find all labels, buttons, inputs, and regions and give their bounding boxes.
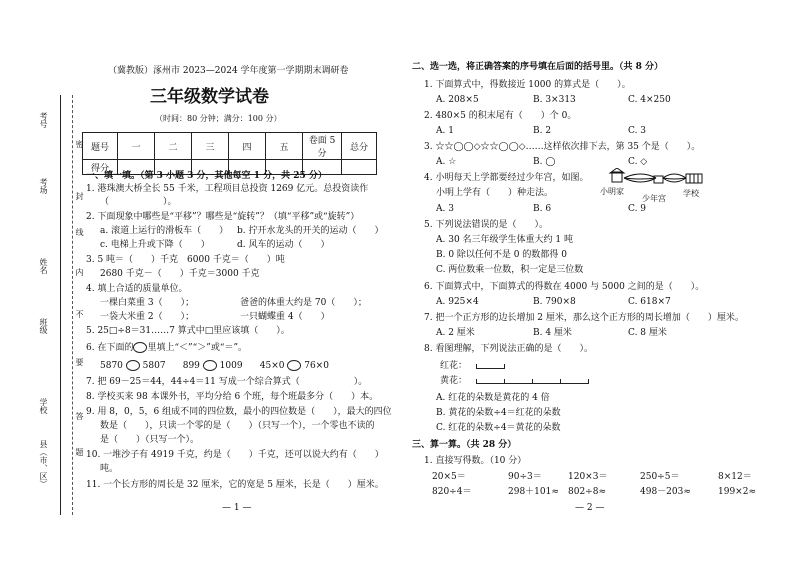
seal-char: 内	[75, 268, 84, 276]
exam-source: （冀教版）涿州市 2023—2024 学年度第一学期期末调研卷	[108, 66, 349, 76]
question-4a: 一棵白菜重 3（ ）；	[100, 298, 195, 308]
compare-item: 1009	[219, 361, 243, 371]
map-label-school: 学校	[683, 189, 699, 198]
question-s2-6: 6. 下面算式中，下面算式的得数在 4000 与 5000 之间的是（ ）。	[424, 282, 705, 292]
option[interactable]: C. ◇	[628, 157, 648, 167]
binding-school: 学校	[39, 398, 48, 414]
calc-item[interactable]: 250÷5＝	[640, 472, 680, 482]
question-10b: 吨。	[100, 464, 119, 474]
question-9: 9. 用 8，0，5，6 组成不同的四位数，最小的四位数是（ ），最大的四位	[86, 407, 392, 417]
bar-tick	[476, 379, 477, 384]
seal-char: 封	[75, 192, 84, 200]
option[interactable]: A. ☆	[436, 157, 457, 167]
question-4c: 一袋大米重 2（ ）；	[100, 312, 195, 322]
question-3: 3. 5 吨＝（ ）千克 6000 千克＝（ ）吨	[86, 255, 285, 265]
question-s3-1: 1. 直接写得数。（10 分）	[424, 456, 527, 466]
score-header: 二	[155, 133, 192, 160]
question-2a: a. 滚道上运行的滑板车（ ）	[100, 226, 229, 236]
option[interactable]: C. 9	[628, 204, 647, 214]
score-header: 四	[229, 133, 266, 160]
option[interactable]: A. 2 厘米	[436, 328, 475, 338]
option[interactable]: A. 3	[436, 204, 454, 214]
compare-blank-icon[interactable]	[203, 360, 217, 371]
question-9c: 是（ ）（只写一个）。	[100, 435, 200, 445]
question-6-items	[100, 360, 329, 372]
score-header: 三	[192, 133, 229, 160]
question-s2-3: 3. ☆☆◯◯◇☆☆◯◯◇……这样依次排下去，第 35 个是（ ）。	[424, 142, 701, 152]
score-cell[interactable]	[342, 160, 377, 175]
red-flower-bar	[476, 368, 504, 369]
question-7: 7. 把 69－25＝44，44÷4＝11 写成一个综合算式（ ）。	[86, 377, 368, 387]
option[interactable]: C. 4×250	[628, 95, 671, 105]
exam-subtitle: （时间：80 分钟；满分：100 分）	[155, 114, 282, 123]
page-number-left: — 1 —	[222, 503, 252, 513]
score-row-label: 得分	[83, 160, 118, 175]
question-10: 10. 一堆沙子有 4919 千克，约是（ ）千克，还可以说大约有（ ）	[86, 450, 384, 460]
bar-tick	[588, 379, 589, 384]
question-4: 4. 填上合适的质量单位。	[86, 284, 188, 294]
question-6	[86, 342, 247, 354]
compare-blank-icon[interactable]	[126, 360, 140, 371]
score-header: 卷面 5 分	[303, 133, 342, 160]
question-11: 11. 一个长方形的周长是 32 厘米，它的宽是 5 厘米，长是（ ）厘米。	[86, 480, 384, 490]
page-number-right: — 2 —	[575, 503, 605, 513]
binding-exam-room: 考场	[39, 178, 48, 194]
binding-name: 姓名	[39, 258, 48, 274]
bar-tick	[476, 364, 477, 369]
option[interactable]: A. 1	[436, 126, 454, 136]
seal-char: 密	[75, 140, 84, 148]
calc-item[interactable]: 20×5＝	[432, 472, 466, 482]
question-s2-5: 5. 下列说法错误的是（ ）。	[424, 220, 548, 230]
option[interactable]: A. 红花的朵数是黄花的 4 倍	[436, 393, 550, 403]
compare-item: 5807	[142, 361, 166, 371]
score-header: 题号	[83, 133, 118, 160]
question-2d: d. 风车的运动（ ）	[237, 240, 330, 250]
oval-blank-icon	[133, 342, 147, 353]
calc-item[interactable]: 120×3＝	[568, 472, 608, 482]
calc-item[interactable]: 298＋101≈	[508, 487, 559, 497]
option[interactable]: B. 2	[533, 126, 552, 136]
option[interactable]: B. 0 除以任何不是 0 的数都得 0	[436, 250, 567, 260]
seal-dashed-line	[72, 95, 73, 515]
option[interactable]: C. 3	[628, 126, 647, 136]
youth-palace-icon	[654, 176, 663, 183]
question-9b: 数是（ ），只读一个零的是（ ）（只写一个），一个零也不读的	[100, 421, 375, 431]
calc-item[interactable]: 820÷4＝	[432, 487, 472, 497]
option[interactable]: C. 618×7	[628, 297, 671, 307]
bar-tick	[504, 364, 505, 369]
bar-tick	[532, 379, 533, 384]
red-flower-label: 红花：	[440, 361, 468, 371]
seal-char: 线	[75, 228, 84, 236]
page-title: 三年级数学试卷	[150, 87, 269, 107]
seal-char: 要	[75, 358, 84, 366]
compare-item: 45×0	[259, 361, 285, 371]
binding-class: 班级	[39, 318, 48, 334]
seal-char: 题	[75, 448, 84, 456]
question-6-text: 6. 在下面的	[86, 343, 134, 353]
question-2c: c. 电梯上升或下降（ ）	[100, 240, 210, 250]
option[interactable]: C. 8 厘米	[628, 328, 667, 338]
calc-item[interactable]: 802÷8≈	[568, 487, 606, 497]
question-5: 5. 25□÷8＝31……7 算式中□里应该填（ ）。	[86, 326, 290, 336]
yellow-flower-label: 黄花：	[440, 376, 468, 386]
calc-item[interactable]: 90÷3＝	[508, 472, 542, 482]
bar-tick	[560, 379, 561, 384]
seal-char: 不	[75, 310, 84, 318]
question-s2-4b: 小明上学有（ ）种走法。	[436, 188, 554, 198]
binding-county: 县（市、区）	[39, 440, 48, 488]
section3-heading: 三、算一算。（共 28 分）	[412, 440, 517, 450]
calc-item[interactable]: 8×12＝	[718, 472, 752, 482]
question-4b: 爸爸的体重大约是 70（ ）；	[240, 298, 367, 308]
calc-item[interactable]: 199×2≈	[718, 487, 756, 497]
bar-tick	[504, 379, 505, 384]
calc-item[interactable]: 498－203≈	[640, 487, 691, 497]
option[interactable]: C. 两位数乘一位数，积一定是三位数	[436, 265, 584, 275]
question-1-answer: （ ）。	[100, 197, 177, 207]
section1-heading: 一、填一填。（第 3 小题 3 分，其他每空 1 分，共 25 分）	[86, 171, 327, 181]
option[interactable]: B. ◯	[533, 157, 556, 167]
compare-item: 5870	[100, 361, 123, 371]
question-4d: 一只蝴蝶重 4（ ）	[240, 312, 330, 322]
score-header: 总分	[342, 133, 377, 160]
compare-blank-icon[interactable]	[287, 360, 301, 371]
option[interactable]: B. 黄花的朵数÷4＝红花的朵数	[436, 408, 561, 418]
question-8: 8. 学校买来 98 本课外书，平均分给 6 个班，每个班最多分（ ）本。	[86, 392, 379, 402]
seal-char: 答	[75, 412, 84, 420]
question-3b: 2680 千克－（ ）千克＝3000 千克	[100, 269, 260, 279]
question-s2-2: 2. 480×5 的积末尾有（ ）个 0。	[424, 111, 577, 121]
binding-exam-number: 考号	[39, 112, 48, 128]
option[interactable]: C. 红花的朵数÷4＝黄花的朵数	[436, 423, 561, 433]
question-s2-1: 1. 下面算式中，得数接近 1000 的算式是（ ）。	[424, 80, 631, 90]
option[interactable]: B. 3×313	[533, 95, 576, 105]
option[interactable]: A. 208×5	[436, 95, 479, 105]
question-6-text-b: 里填上“＜”“＞”或“＝”。	[147, 343, 248, 353]
option[interactable]: B. 6	[533, 204, 552, 214]
map-label-youth-palace: 少年宫	[642, 194, 666, 203]
option[interactable]: A. 30 名三年级学生体重大约 1 吨	[436, 235, 573, 245]
binding-line	[60, 95, 61, 515]
question-s2-4: 4. 小明每天上学都要经过少年宫，如图。	[424, 173, 589, 183]
score-header: 五	[266, 133, 303, 160]
question-1: 1. 港珠澳大桥全长 55 千米，工程项目总投资 1269 亿元。总投资读作	[86, 184, 369, 194]
score-table	[82, 132, 377, 175]
compare-item: 76×0	[304, 361, 329, 371]
question-s2-8: 8. 看图理解，下列说法正确的是（ ）。	[424, 344, 593, 354]
question-2b: b. 拧开水龙头的开关的运动（ ）	[237, 226, 384, 236]
option[interactable]: B. 4 厘米	[533, 328, 572, 338]
question-s2-7: 7. 把一个正方形的边长增加 2 厘米，那么这个正方形的周长增加（ ）厘米。	[424, 313, 744, 323]
question-2: 2. 下面现象中哪些是“平移”？哪些是“旋转”？（填“平移”或“旋转”）	[86, 212, 360, 222]
map-label-home: 小明家	[600, 187, 624, 196]
option[interactable]: A. 925×4	[436, 297, 479, 307]
score-header: 一	[118, 133, 155, 160]
option[interactable]: B. 790×8	[533, 297, 576, 307]
section2-heading: 二、选一选，将正确答案的序号填在后面的括号里。（共 8 分）	[412, 62, 664, 72]
compare-item: 899	[182, 361, 200, 371]
